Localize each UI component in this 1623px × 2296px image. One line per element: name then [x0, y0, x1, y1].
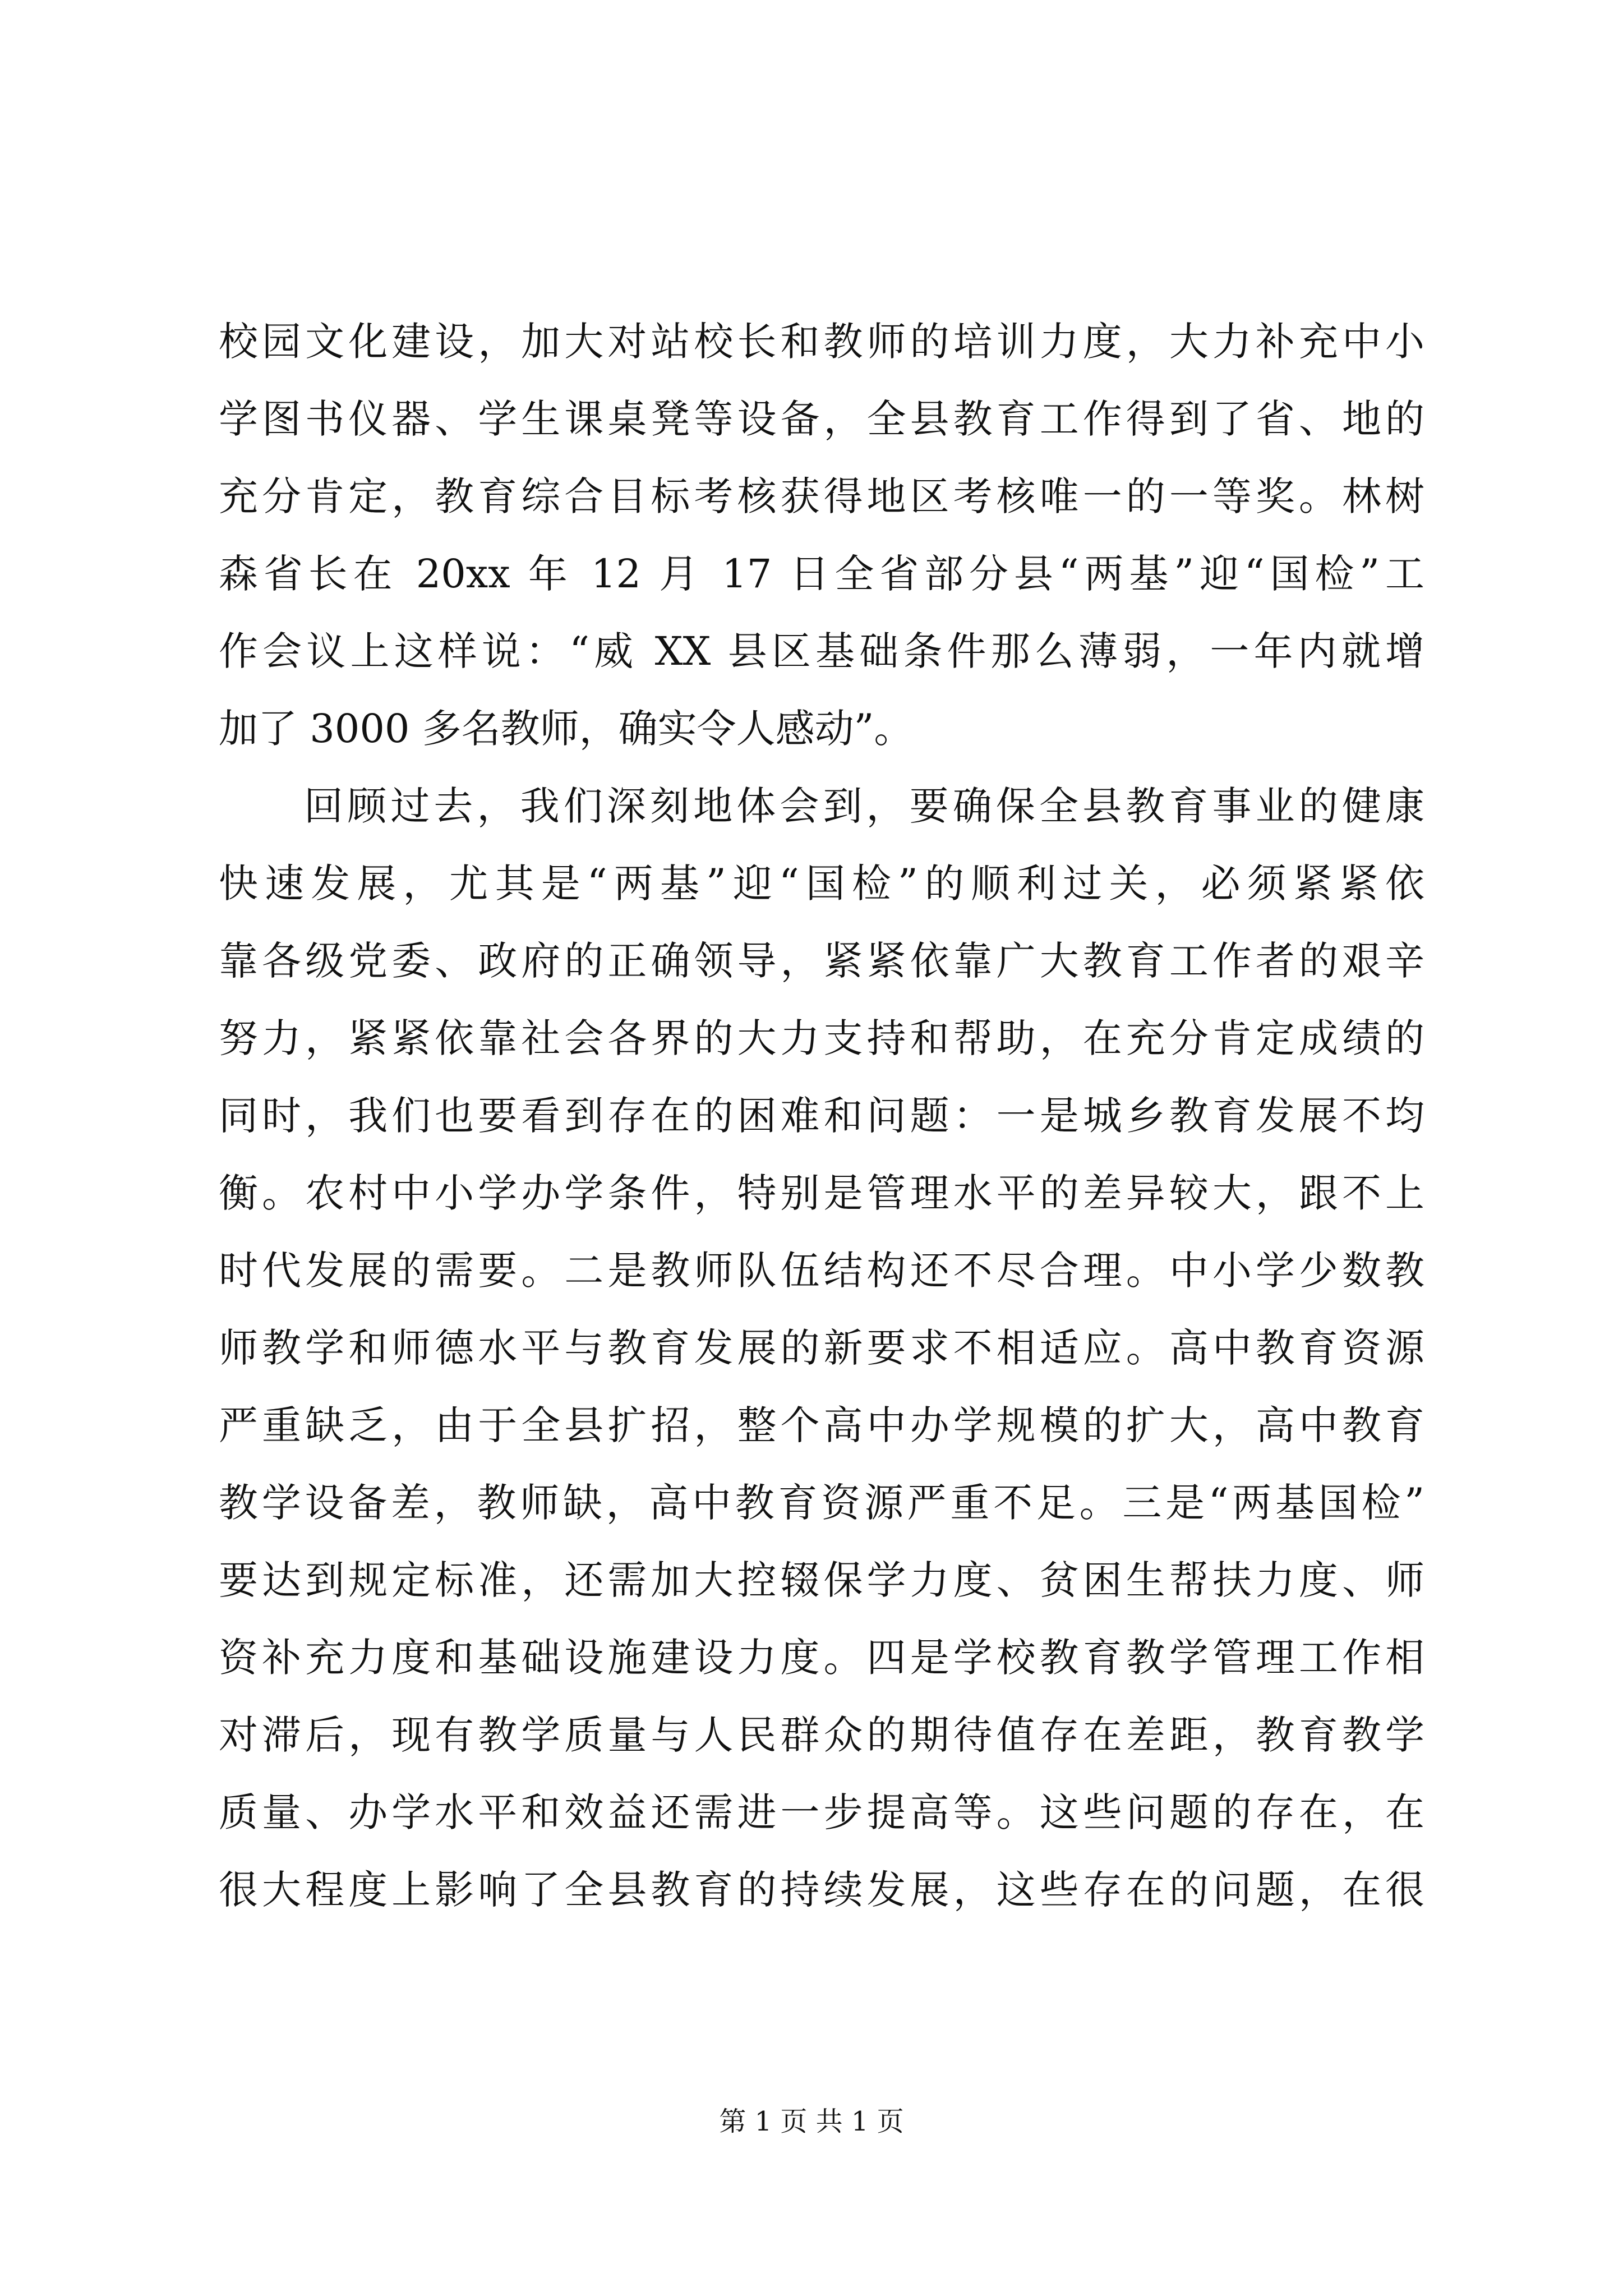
text-line: 森省长在 20xx 年 12 月 17 日全省部分县“两基”迎“国检”工: [219, 551, 1424, 597]
text-line: 快速发展，尤其是“两基”迎“国检”的顺利过关，必须紧紧依: [219, 861, 1424, 907]
text-line: 加了 3000 多名教师，确实令人感动”。: [219, 706, 914, 752]
text-line: 靠各级党委、政府的正确领导，紧紧依靠广大教育工作者的艰辛: [219, 938, 1424, 984]
text-line: 严重缺乏，由于全县扩招，整个高中办学规模的扩大，高中教育: [219, 1402, 1424, 1448]
page-number-footer: 第 1 页 共 1 页: [719, 2106, 904, 2137]
text-line: 校园文化建设，加大对站校长和教师的培训力度，大力补充中小: [219, 319, 1424, 365]
text-line: 要达到规定标准，还需加大控辍保学力度、贫困生帮扶力度、师: [219, 1557, 1424, 1603]
text-line: 质量、办学水平和效益还需进一步提高等。这些问题的存在，在: [219, 1789, 1424, 1835]
text-line: 学图书仪器、学生课桌凳等设备，全县教育工作得到了省、地的: [219, 396, 1424, 442]
text-line: 回顾过去，我们深刻地体会到，要确保全县教育事业的健康: [304, 783, 1424, 829]
text-line: 努力，紧紧依靠社会各界的大力支持和帮助，在充分肯定成绩的: [219, 1015, 1424, 1061]
text-line: 衡。农村中小学办学条件，特别是管理水平的差异较大，跟不上: [219, 1170, 1424, 1216]
text-line: 资补充力度和基础设施建设力度。四是学校教育教学管理工作相: [219, 1635, 1424, 1681]
paragraph-2: [219, 767, 1424, 1929]
text-line: 对滞后，现有教学质量与人民群众的期待值存在差距，教育教学: [219, 1712, 1424, 1758]
text-line: 很大程度上影响了全县教育的持续发展，这些存在的问题，在很: [219, 1867, 1424, 1913]
text-line: 作会议上这样说：“威 XX 县区基础条件那么薄弱，一年内就增: [219, 628, 1424, 674]
text-line: 同时，我们也要看到存在的困难和问题：一是城乡教育发展不均: [219, 1093, 1424, 1139]
text-line: 教学设备差，教师缺，高中教育资源严重不足。三是“两基国检”: [219, 1480, 1424, 1526]
text-line: 充分肯定，教育综合目标考核获得地区考核唯一的一等奖。林树: [219, 473, 1424, 519]
text-line: 师教学和师德水平与教育发展的新要求不相适应。高中教育资源: [219, 1325, 1424, 1371]
text-line: 时代发展的需要。二是教师队伍结构还不尽合理。中小学少数教: [219, 1248, 1424, 1294]
paragraph-1: [219, 303, 1424, 767]
document-body: [219, 303, 1424, 1929]
